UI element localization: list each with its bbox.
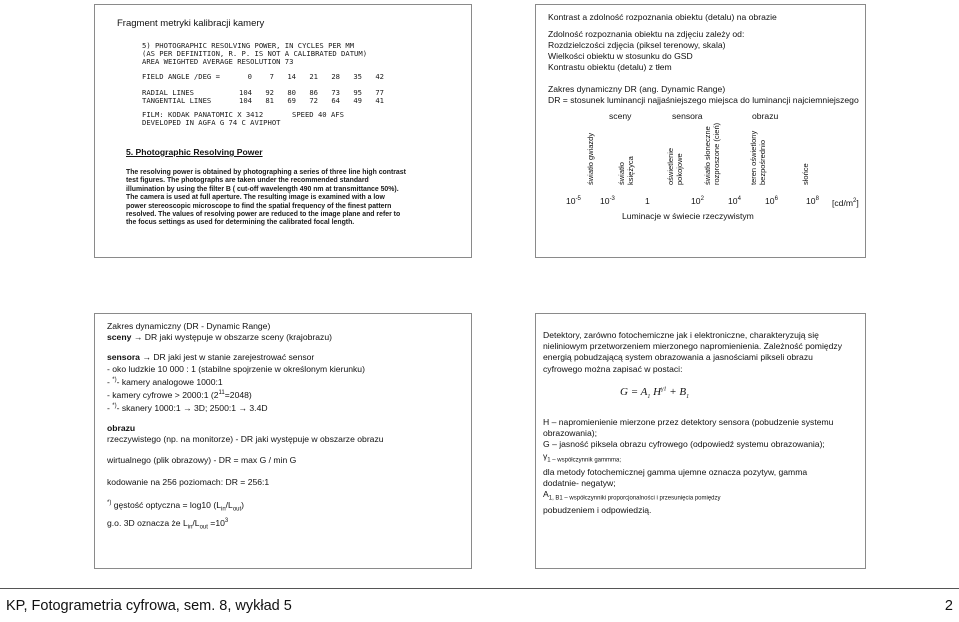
- slide-title: Kontrast a zdolność rozpoznania obiektu (detalu) na obrazie: [548, 12, 777, 22]
- calibration-certificate-scan: [142, 42, 384, 128]
- slide-dynamic-range-scale: [535, 4, 866, 258]
- cert-value: 77: [375, 87, 384, 97]
- scale-item: światło gwiazdy: [586, 132, 595, 185]
- text-line: obrazowania);: [543, 428, 597, 439]
- cert-value: 7: [269, 71, 274, 81]
- footnote-line: *) gęstość optyczna = log10 $(L_{in}/L_{out})$: [107, 499, 245, 513]
- paragraph-line: the focus settings as used for determining the calibrated focal length.: [126, 219, 355, 227]
- paragraph-line: The camera is used at full aperture. The resulting image is examined with a low: [126, 194, 385, 202]
- text-line: G – jasność piksela obrazu cyfrowego (odpowiedź systemu obrazowania);: [543, 439, 825, 450]
- text-line: wirtualnego (plik obrazowy) - DR = max G / min G: [107, 455, 297, 466]
- slide-title: Fragment metryki kalibracji kamery: [117, 18, 265, 29]
- text-line: Kontrastu obiektu (detalu) z tłem: [548, 62, 672, 72]
- text-line: - *)- kamery analogowe 1000:1: [107, 376, 223, 387]
- scale-item: teren oświetlony bezpośrednio: [749, 130, 767, 185]
- section-paragraph: [126, 169, 406, 228]
- cert-value: 28: [331, 71, 340, 81]
- cert-speed: SPEED 40 AFS: [292, 110, 344, 120]
- text-line: sensora → DR jaki jest w stanie zarejestrować sensor: [107, 352, 315, 363]
- text-line: - oko ludzkie 10 000 : 1 (stabilne spojrzenie w określonym kierunku): [107, 363, 365, 374]
- cert-value: 64: [331, 96, 340, 106]
- text-line: Rozdzielczości zdjęcia (piksel terenowy, skala): [548, 40, 726, 50]
- text-line: DR = stosunek luminancji najjaśniejszego miejsca do luminancji najciemniejszego: [548, 95, 859, 105]
- cert-line-1: 5) PHOTOGRAPHIC RESOLVING POWER, IN CYCLES PER MM: [142, 41, 355, 50]
- cert-value: 104: [239, 87, 252, 97]
- footer-course-label: KP, Fotogrametria cyfrowa, sem. 8, wykład 5: [6, 598, 292, 614]
- cert-value: 14: [287, 71, 296, 81]
- cert-field-angle-label: FIELD ANGLE /DEG =: [142, 71, 220, 81]
- label-sceny: sceny: [609, 111, 632, 121]
- cert-line-3: AREA WEIGHTED AVERAGE RESOLUTION 73: [142, 57, 294, 67]
- text-line: nieliniowym przetworzeniem mierzonego napromienienia. Zależność pomiędzy: [543, 341, 843, 352]
- tick-label: $10^2$: [691, 195, 704, 206]
- footnote-line: g.o. 3D oznacza że $L_{in}/L_{out} =10^3$: [107, 517, 229, 531]
- page-footer: [0, 588, 959, 622]
- text-line: obrazu: [107, 423, 136, 433]
- cert-value: 35: [353, 71, 362, 81]
- cert-tangential-label: TANGENTIAL LINES: [142, 96, 212, 106]
- text-line: kodowanie na 256 poziomach: DR = 256:1: [107, 476, 270, 487]
- cert-field-angle-row: [142, 73, 384, 81]
- text-line: $A_{1, B1 - współczynniki proporcjonalności i przesunięcia pomiędzy}$: [543, 488, 721, 502]
- scale-item: słońce: [801, 163, 810, 185]
- tick-label: $10^6$: [765, 195, 778, 206]
- text-line: cyfrowego można zapisać w postaci:: [543, 363, 683, 374]
- text-line: rzeczywistego (np. na monitorze) - DR jaki występuje w obszarze obrazu: [107, 434, 384, 445]
- label-sensora: sensora: [672, 111, 703, 121]
- cert-value: 21: [309, 71, 318, 81]
- tick-label: $10^{-3}$: [600, 195, 615, 206]
- text-line: Detektory, zarówno fotochemiczne jak i elektroniczne, charakteryzują się: [543, 330, 819, 340]
- text-line: Wielkości obiektu w stosunku do GSD: [548, 51, 693, 61]
- paragraph-line: The resolving power is obtained by photographing a series of three line high contrast: [126, 169, 406, 176]
- scale-caption: Luminacje w świecie rzeczywistym: [622, 211, 754, 221]
- tick-label: 1: [645, 196, 650, 206]
- scale-item: światło słoneczne rozproszone (cień): [703, 122, 721, 185]
- section-heading: 5. Photographic Resolving Power: [126, 147, 263, 157]
- cert-value: 104: [239, 96, 252, 106]
- cert-value: 73: [331, 87, 340, 97]
- text-line: energią pobudzającą system obrazowania a jasnościami pikseli obrazu: [543, 352, 813, 363]
- scale-item: światło księżyca: [617, 156, 635, 185]
- cert-value: 72: [309, 96, 318, 106]
- cert-value: 86: [309, 87, 318, 97]
- scale-item: oświetlenie pokojowe: [666, 147, 684, 185]
- cert-film: FILM: KODAK PANATOMIC X 3412: [142, 110, 264, 120]
- cert-value: 0: [247, 71, 252, 81]
- cert-value: 69: [287, 96, 296, 106]
- paragraph-line: power stereoscopic microscope to find the spatial frequency of the finest pattern: [126, 202, 392, 210]
- page-number: 2: [944, 598, 953, 614]
- paragraph-line: resolved. The values of resolving power are reduced to the image plane and refer to: [126, 211, 401, 219]
- cert-tangential-row: [142, 97, 384, 105]
- text-line: H – napromienienie mierzone przez detektory sensora (pobudzenie systemu: [543, 417, 834, 427]
- definitions-block: [543, 417, 833, 516]
- text-line: - kamery cyfrowe > 2000:1 $(2^{11}=2048)$: [107, 389, 252, 400]
- slide-dynamic-range-definition: [94, 313, 472, 569]
- slide-text-block: [543, 330, 842, 375]
- text-line: dla metody fotochemicznej gamma ujemne oznacza pozytyw, gamma: [543, 466, 808, 477]
- cert-line-2: (AS PER DEFINITION, R. P. IS NOT A CALIBRATED DATUM): [142, 49, 368, 59]
- paragraph-line: test figures. The photographs are taken under the recommended standard: [126, 177, 369, 185]
- tick-label: $10^{-5}$: [566, 195, 581, 206]
- label-obrazu: obrazu: [752, 111, 779, 121]
- cert-value: 81: [265, 96, 274, 106]
- cert-value: 41: [375, 96, 384, 106]
- text-line: dodatnie- negatyw;: [543, 477, 616, 488]
- cert-radial-label: RADIAL LINES: [142, 87, 194, 97]
- slide-text-block: [107, 321, 384, 533]
- cert-value: 80: [287, 87, 296, 97]
- text-line: pobudzeniem i odpowiedzią.: [543, 504, 652, 515]
- text-line: $\gamma_{1 - współczynnik gammma;}$: [543, 450, 621, 464]
- slide-calibration-fragment: [94, 4, 472, 258]
- paragraph-line: illumination by using the filter B ( cut-off wavelength 490 nm at transmittance 50%).: [126, 185, 399, 193]
- cert-developed: DEVELOPED IN AGFA G 74 C AVIPHOT: [142, 118, 281, 128]
- text-line: sceny → DR jaki występuje w obszarze sceny (krajobrazu): [107, 332, 332, 343]
- response-formula: $G = A_1$ $H^{\gamma 1} + B_1$: [620, 386, 690, 401]
- tick-label: $10^8$: [806, 195, 819, 206]
- text-line: Zdolność rozpoznania obiektu na zdjęciu zależy od:: [548, 29, 745, 39]
- unit-label: $[cd/m^2]$: [832, 197, 859, 208]
- cert-value: 95: [353, 87, 362, 97]
- cert-value: 49: [353, 96, 362, 106]
- slide-text-block: [548, 12, 859, 106]
- slide-detector-response: [535, 313, 866, 569]
- cert-value: 92: [265, 87, 274, 97]
- text-line: Zakres dynamiczny DR (ang. Dynamic Range): [548, 84, 726, 94]
- text-line: - *)- skanery 1000:1 → 3D; 2500:1 → 3.4D: [107, 402, 268, 413]
- cert-value: 42: [375, 71, 384, 81]
- slide-title: Zakres dynamiczny (DR - Dynamic Range): [107, 321, 271, 331]
- tick-label: $10^4$: [728, 195, 741, 206]
